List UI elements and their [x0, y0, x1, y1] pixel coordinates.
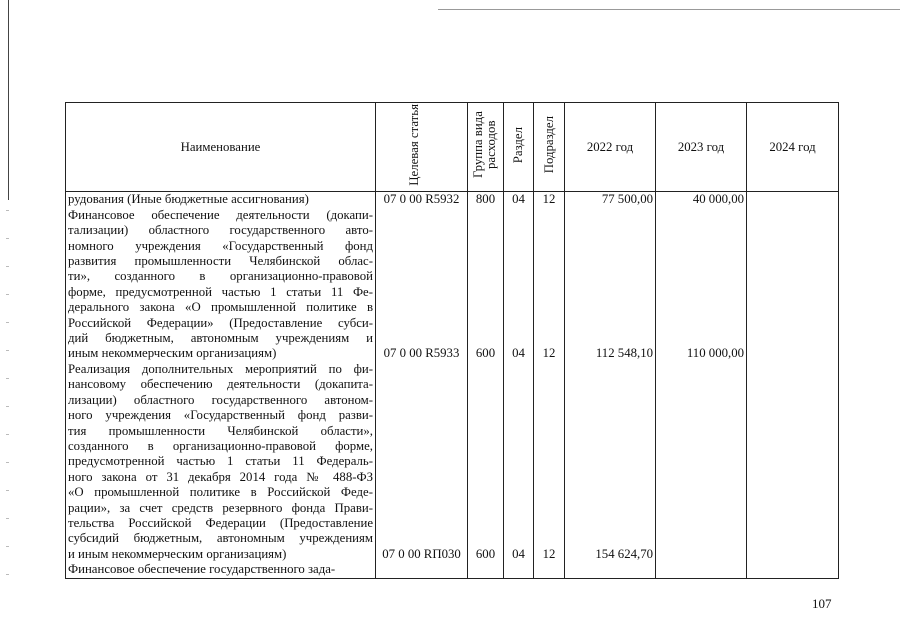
cell-target-article: 07 0 00 R5932 [376, 192, 468, 208]
cell-2023: 110 000,00 [656, 208, 747, 362]
budget-table [65, 102, 839, 579]
cell-name [66, 192, 376, 208]
cell-subsection: 12 [534, 362, 565, 562]
table-row [66, 562, 839, 578]
cell-name-line: Финансовое обеспечение деятельности (докапи- [68, 207, 373, 222]
cell-name-line: номного учреждения «Государственный фонд [68, 238, 373, 253]
cell-name-line: предусмотренной частью 1 статьи 11 Федераль- [68, 454, 373, 469]
header-row [66, 103, 839, 192]
cell-name-line: тельства Российской Федерации (Предоставление [68, 515, 373, 530]
cell-name-line: форме, предусмотренной частью 1 статьи 11 Фе- [68, 284, 373, 299]
cell-name-line: и иным некоммерческим организациям) [68, 546, 287, 561]
header-2024: 2024 год [747, 103, 839, 192]
cell-2022: 112 548,10 [565, 208, 656, 362]
cell-name-line: ти», созданного в организационно-правовой [68, 269, 373, 284]
scan-artifact-top-line [438, 9, 900, 10]
cell-name-line: ного закона от 31 декабря 2014 года № 488-ФЗ [68, 469, 373, 484]
cell-section: 04 [504, 362, 534, 562]
cell-expense-group [468, 562, 504, 578]
header-expense-group: Группа вида расходов [468, 103, 504, 192]
cell-subsection: 12 [534, 208, 565, 362]
cell-2024 [747, 208, 839, 362]
table-row [66, 208, 839, 362]
scan-artifact-left-dots [6, 210, 9, 590]
cell-name-line: «О промышленной политике в Российской Феде- [68, 485, 373, 500]
cell-name-line: нансовому обеспечению деятельности (докапита- [68, 377, 373, 392]
scan-artifact-left-line [8, 0, 9, 200]
cell-name-line: тия промышленности Челябинской области», [68, 423, 373, 438]
cell-2022: 77 500,00 [565, 192, 656, 208]
cell-name-line: дий бюджетным, автономным учреждениям и [68, 331, 373, 346]
cell-name-line: лизации) областного государственного автоном- [68, 392, 373, 407]
cell-section: 04 [504, 208, 534, 362]
cell-target-article [376, 562, 468, 578]
cell-name [66, 562, 376, 578]
cell-name [66, 208, 376, 362]
cell-name-line: дерального закона «О промышленной политике в [68, 300, 373, 315]
cell-name-line: рудования (Иные бюджетные ассигнования) [68, 192, 309, 207]
cell-subsection: 12 [534, 192, 565, 208]
cell-name-line: субсидий бюджетным, автономным учреждениям [68, 531, 373, 546]
cell-name-line: ного учреждения «Государственный фонд разви- [68, 408, 373, 423]
cell-2023 [656, 562, 747, 578]
cell-name-line: развития промышленности Челябинской облас- [68, 254, 373, 269]
page-number: 107 [812, 596, 832, 611]
cell-subsection [534, 562, 565, 578]
cell-name-line: рации», за счет средств резервного фонда Прави- [68, 500, 373, 515]
cell-expense-group: 800 [468, 192, 504, 208]
cell-2023 [656, 362, 747, 562]
table-row [66, 192, 839, 208]
cell-name-line: иным некоммерческим организациям) [68, 346, 277, 361]
cell-section: 04 [504, 192, 534, 208]
header-section: Раздел [504, 103, 534, 192]
cell-name-line: Российской Федерации» (Предоставление субси- [68, 315, 373, 330]
cell-2022 [565, 562, 656, 578]
header-2022: 2022 год [565, 103, 656, 192]
cell-name-line: созданного в организационно-правовой форме, [68, 438, 373, 453]
cell-2024 [747, 192, 839, 208]
cell-target-article: 07 0 00 RП030 [376, 362, 468, 562]
cell-name [66, 362, 376, 562]
cell-2024 [747, 562, 839, 578]
cell-name-line: тализации) областного государственного авто- [68, 223, 373, 238]
cell-2023: 40 000,00 [656, 192, 747, 208]
cell-expense-group: 600 [468, 362, 504, 562]
cell-name-line: Реализация дополнительных мероприятий по фи- [68, 361, 373, 376]
header-2023: 2023 год [656, 103, 747, 192]
cell-expense-group: 600 [468, 208, 504, 362]
cell-name-line: Финансовое обеспечение государственного зада- [68, 562, 336, 577]
header-subsection: Подраздел [534, 103, 565, 192]
table-row [66, 362, 839, 562]
cell-2024 [747, 362, 839, 562]
cell-section [504, 562, 534, 578]
header-name: Наименование [66, 103, 376, 192]
cell-target-article: 07 0 00 R5933 [376, 208, 468, 362]
header-target-article: Целевая статья [376, 103, 468, 192]
cell-2022: 154 624,70 [565, 362, 656, 562]
